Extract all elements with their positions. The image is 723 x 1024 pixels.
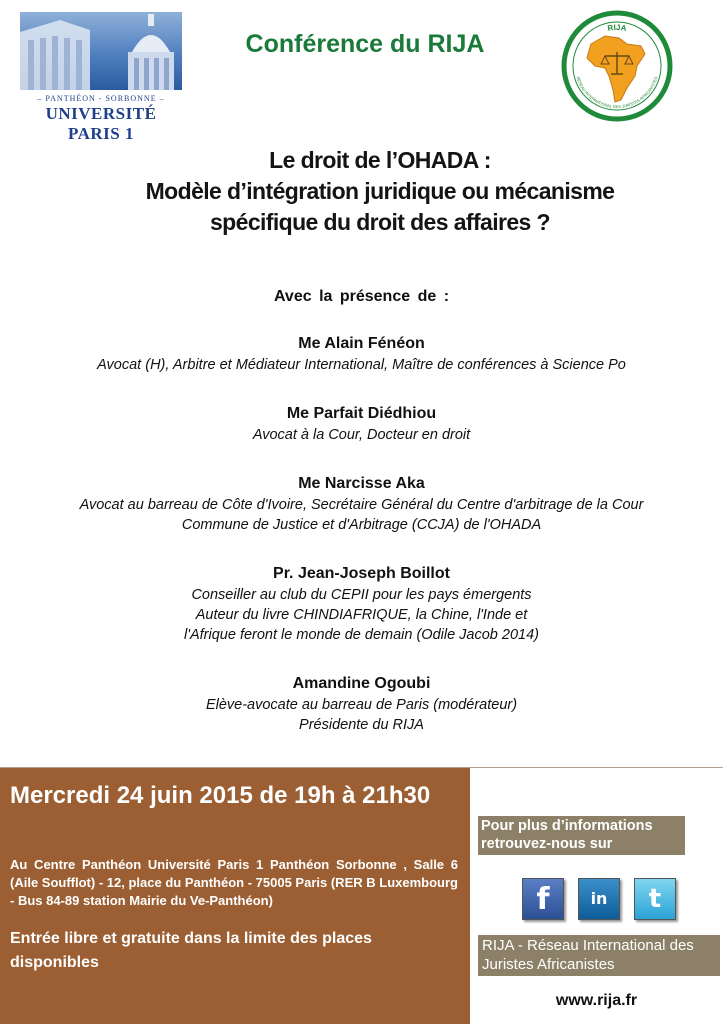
network-name: RIJA - Réseau International des Juristes Africanistes [478, 935, 720, 976]
presence-label: Avec la présence de : [273, 288, 450, 305]
linkedin-glyph: in [590, 889, 608, 908]
speaker-list [0, 333, 723, 763]
linkedin-icon[interactable] [578, 878, 620, 920]
speaker [0, 333, 723, 375]
speaker-name: Me Narcisse Aka [298, 475, 425, 492]
title-line-3: spécifique du droit des affaires ? [209, 209, 550, 235]
title-line-1: Le droit de l’OHADA : [269, 147, 491, 173]
university-subtitle: – PANTHÉON - SORBONNE – [37, 94, 165, 103]
event-venue: Au Centre Panthéon Université Paris 1 Panthéon Sorbonne , Salle 6 (Aile Soufflot) - 12, place du Panthéon - 75005 Paris (RER B Luxembourg - Bus 84-89 station Mairie du Ve-Panthéon) [10, 857, 458, 908]
speaker-name: Me Alain Fénéon [298, 335, 425, 352]
event-date: Mercredi 24 juin 2015 de 19h à 21h30 [10, 782, 431, 809]
pantheon-photo [20, 12, 182, 90]
twitter-glyph: t [648, 884, 662, 914]
facebook-icon[interactable] [522, 878, 564, 920]
speaker [0, 473, 723, 535]
speaker-role: Avocat (H), Arbitre et Médiateur International, Maître de conférences à Science Po [97, 357, 626, 373]
event-details-panel [0, 768, 470, 1024]
speaker-role: Avocat au barreau de Côte d'Ivoire, Secrétaire Général du Centre d'arbitrage de la Cour Commune de Justice et d'Arbitrage (CCJA) de l'OHADA [79, 497, 644, 533]
svg-text:RIJA [607, 23, 628, 33]
university-name: UNIVERSITÉ PARIS 1 [45, 104, 157, 143]
speaker-name: Amandine Ogoubi [292, 675, 431, 692]
more-info-label: Pour plus d’informations retrouvez-nous sur [478, 816, 685, 855]
conference-subject [120, 145, 640, 238]
speaker [0, 403, 723, 445]
website-link[interactable]: www.rija.fr [555, 992, 638, 1009]
title-line-2: Modèle d’intégration juridique ou mécanisme [145, 178, 615, 204]
rija-logo-bottom-text: RÉSEAU INTERNATIONAL DES JURISTES AFRICANISTES [575, 75, 659, 110]
entry-notice: Entrée libre et gratuite dans la limite des places disponibles [10, 930, 372, 971]
speaker-role: Conseiller au club du CEPII pour les pays émergents Auteur du livre CHINDIAFRIQUE, la Chine, l'Inde et l'Afrique feront le monde de demain (Odile Jacob 2014) [183, 587, 539, 643]
speaker-role: Avocat à la Cour, Docteur en droit [252, 427, 471, 443]
rija-logo [561, 10, 673, 122]
speaker [0, 563, 723, 645]
speaker-name: Pr. Jean-Joseph Boillot [273, 565, 450, 582]
university-logo [20, 12, 182, 143]
twitter-icon[interactable] [634, 878, 676, 920]
facebook-glyph: f [536, 882, 550, 917]
rija-logo-top-text: RIJA [606, 22, 628, 34]
speaker-name: Me Parfait Diédhiou [286, 405, 437, 422]
conference-title: Conférence du RIJA [245, 30, 485, 58]
info-panel [470, 768, 723, 1024]
speaker [0, 673, 723, 735]
speaker-role: Elève-avocate au barreau de Paris (modérateur) Présidente du RIJA [205, 697, 518, 733]
